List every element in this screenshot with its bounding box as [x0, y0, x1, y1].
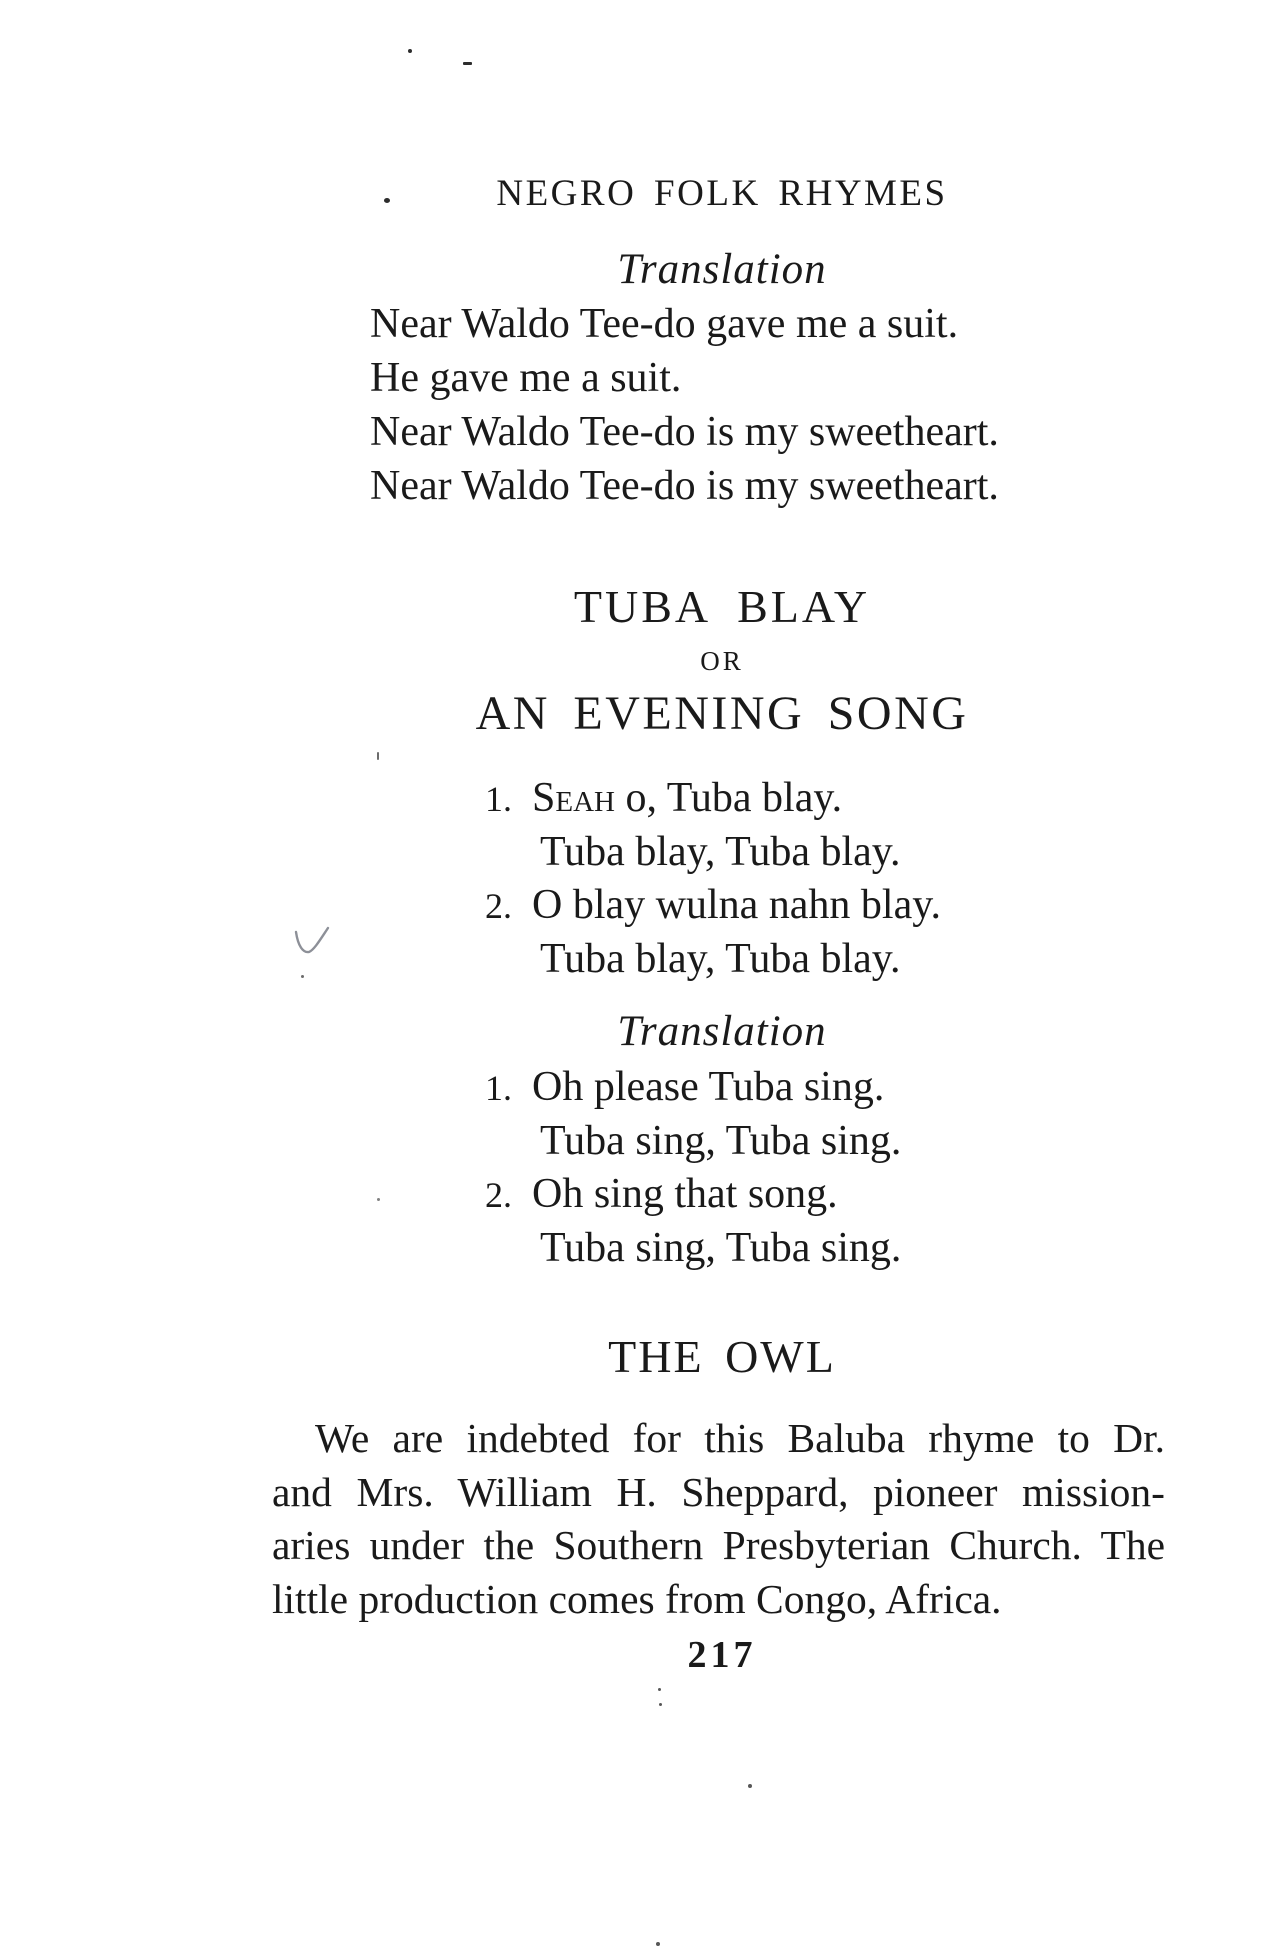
ink-speck	[301, 975, 304, 978]
translation-heading-1: Translation	[617, 246, 827, 293]
verse-text: O blay wulna nahn blay.	[532, 882, 942, 928]
ink-speck	[377, 752, 379, 760]
waldo-stanza	[370, 297, 999, 513]
ink-speck	[658, 1688, 661, 1691]
ink-speck	[748, 1784, 752, 1788]
ink-speck	[656, 1942, 660, 1946]
verse-number: 1.	[485, 1068, 512, 1108]
paragraph-line: little production comes from Congo, Africa.	[272, 1575, 1002, 1622]
page-number: 217	[687, 1634, 757, 1676]
paragraph-line: and Mrs. William H. Sheppard, pioneer mission-	[272, 1468, 1165, 1515]
stanza-line: Near Waldo Tee-do is my sweetheart.	[370, 463, 999, 509]
paragraph-line: We are indebted for this Baluba rhyme to Dr.	[315, 1415, 1165, 1461]
verse-line	[485, 1168, 901, 1222]
ink-speck	[408, 49, 412, 53]
verse-text: Tuba sing, Tuba sing.	[540, 1118, 902, 1164]
verse-number: 2.	[485, 1175, 512, 1215]
owl-title: THE OWL	[608, 1331, 836, 1382]
verse-line	[485, 772, 941, 826]
verse-text: o, Tuba blay.	[614, 775, 843, 821]
song-title: TUBA BLAY	[573, 581, 871, 632]
ink-speck	[659, 1703, 662, 1706]
stanza-line: Near Waldo Tee-do is my sweetheart.	[370, 409, 999, 455]
verse-number: 2.	[485, 886, 512, 926]
verse-text: Tuba blay, Tuba blay.	[540, 829, 901, 875]
verse-line	[485, 826, 941, 879]
paragraph-line: aries under the Southern Presbyterian Church. The	[272, 1522, 1165, 1568]
verse-smallcaps: Seah	[532, 775, 615, 821]
pencil-check-mark	[292, 926, 336, 962]
verse-text: Oh sing that song.	[532, 1171, 838, 1217]
verse-line	[485, 1061, 901, 1115]
verse-line	[485, 933, 941, 986]
verse-text: Tuba sing, Tuba sing.	[540, 1225, 902, 1271]
ink-speck	[377, 1198, 380, 1201]
verse-line	[485, 1222, 901, 1275]
running-head: NEGRO FOLK RHYMES	[496, 173, 948, 214]
verse-line	[485, 879, 941, 933]
verse-number: 1.	[485, 779, 512, 819]
verse-text: Oh please Tuba sing.	[532, 1064, 885, 1110]
or-label: OR	[700, 646, 744, 676]
tuba-verses	[485, 772, 941, 986]
ink-speck	[463, 62, 472, 65]
tuba-translation-verses	[485, 1061, 901, 1275]
ink-speck	[384, 198, 390, 203]
song-subtitle: AN EVENING SONG	[475, 687, 969, 740]
stanza-line: He gave me a suit.	[370, 355, 682, 401]
translation-heading-2: Translation	[617, 1008, 827, 1055]
verse-text: Tuba blay, Tuba blay.	[540, 936, 901, 982]
owl-paragraph	[272, 1412, 1165, 1626]
stanza-line: Near Waldo Tee-do gave me a suit.	[370, 301, 959, 347]
verse-line	[485, 1115, 901, 1168]
